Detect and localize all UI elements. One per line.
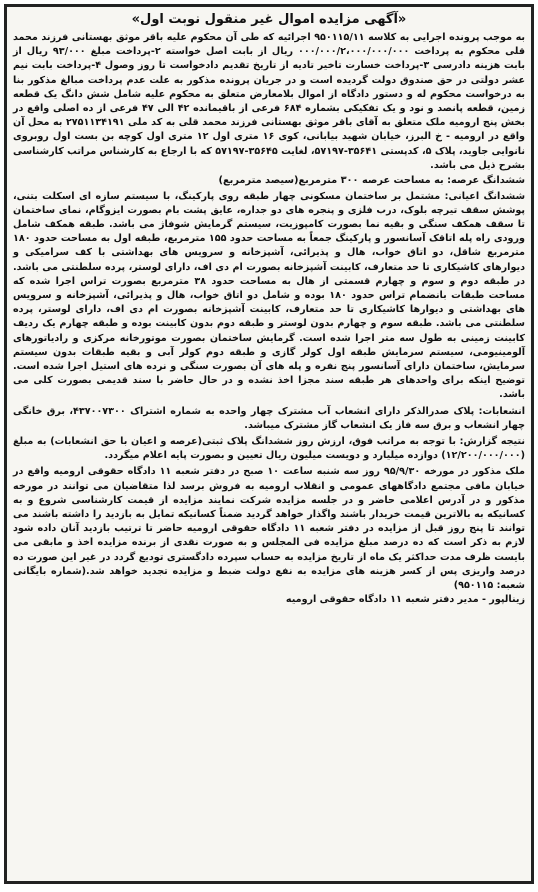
appraisal-result-paragraph: نتیجه گزارش: با توجه به مراتب فوق، ارزش روز ششدانگ پلاک ثبتی(عرصه و اعیان با حق انشعابات) به مبلغ (۱۲/۲۰۰/۰۰۰/۰۰۰) دوازده میلیارد و دویست میلیون ریال تعیین و بصورت پایه اعلام میگردد. bbox=[13, 435, 525, 462]
land-area-line: ششدانگ عرصه: به مساحت عرصه ۳۰۰ مترمربع(سیصد مترمربع) bbox=[218, 175, 525, 187]
signature-text: زینالپور - مدیر دفتر شعبه ۱۱ دادگاه حقوقی ارومیه bbox=[285, 594, 525, 606]
notice-title: «آگهی مزایده اموال غیر منقول نوبت اول» bbox=[131, 12, 407, 27]
building-description-paragraph: ششدانگ اعیانی: مشتمل بر ساختمان مسکونی چهار طبقه روی پارکینگ، با سیستم سازه ای اسکلت بتنی، پوشش سقف تیرچه بلوک، درب فلزی و پنجره های دو جداره، عایق پشت بام بصورت ایزوگام، نمای ساختمان تا سقف همکف سنگی و بقیه نما بصورت کامپوزیت، سیستم گرمایش شوفاژ می باشد. طبقه همکف شامل ورودی راه پله اتاقک آسانسور و پارکینگ جمعاً به مساحت حدود ۱۵۵ مترمربع، طبقه اول به مساحت حدود ۱۸۰ مترمربع شاقل، دو اتاق خواب، هال و پذیرائی، آشپزخانه و سرویس های بهداشتی با کف سرامیکی و دیوارهای کاشیکاری تا حد متعارف، کابینت آشپزخانه بصورت ام دی اف، دارای لوستر، پرده سلطنتی می باشد. در طبقه دوم و سوم و چهارم قسمتی از هال به مساحت حدود ۳۸ مترمربع بصورت تراس اجرا شده که مساحت طبقات بانضمام تراس حدود ۱۸۰ بوده و شامل دو اتاق خواب، هال و پذیرائی، آشپزخانه و سرویس های بهداشتی و دیوارها کاشیکاری تا حد متعارف، کابینت آشپزخانه بصورت ام دی اف، دارای لوستر، پرده سلطنتی می باشد. طبقه سوم و چهارم بدون لوستر و طبقه دوم بدون کابینت بوده و طبقه چهارم یک ردیف کابینت زمینی به طول سه متر اجرا شده است. گرمایش ساختمان بصورت موتورخانه مرکزی و رادیاتورهای آلومینیومی، سیستم سرمایش طبقه اول کولر گازی و طبقه دوم کولر آبی و بقیه طبقات بدون سیستم سرمایش، ساختمان دارای آسانسور پنج نفره و پله های آن بصورت سنگی و نرده های استیل اجرا شده است. توضیح اینکه برای واحدهای هر طبقه سند مجزا اخذ نشده و در حال حاضر با سند قدیمی بصورت کلی می باشد. bbox=[13, 190, 525, 401]
utilities-paragraph: انشعابات: پلاک صدرالذکر دارای انشعاب آب مشترک چهار واحده به شماره اشتراک ۴۳۷۰۰۷۳۰۰، برق خانگی چهار انشعاب و برق سه فاز یک انشعاب گاز مشترک میباشد. bbox=[13, 405, 525, 431]
signature-line bbox=[13, 593, 525, 607]
notice-intro-paragraph: به موجب پرونده اجرایی به کلاسه ۹۵۰۱۱۵/۱۱ اجرائیه که طی آن محکوم علیه باقر موثق بهستانی فرزند محمد قلی محکوم به پرداخت ۰۰۰/۰۰۰/۲،۰۰۰/۰۰۰/۰۰۰ ریال از بابت اصل خواسته ۲-پرداخت مبلغ ۹۳/۰۰۰ ریال از بابت هزینه دادرسی ۳-پرداخت خسارت تاخیر تادیه از تاریخ تقدیم دادخواست تا روز وصول ۴-پرداخت بابت نیم عشر دولتی در حق صندوق دولت گردیده است و در جریان پرونده مذکور به علت عدم پرداخت مبالغ مذکور بنا به درخواست محکوم له و دستور دادگاه از اموال بلامعارض متعلق به محکوم علیه شامل شش دانگ یک قطعه زمین، قطعه پانصد و نود و یک تفکیکی بشماره ۶۸۴ فرعی از باقیمانده ۴۲ الی ۴۷ فرعی از ده اصلی واقع در بخش پنج ارومیه ملک متعلق به آقای باقر موثق بهستانی فرزند محمد قلی به کد ملی ۲۷۵۱۱۳۴۱۹۱ به محل آن واقع در ارومیه - خ البرز، خیابان شهید بیابانی، کوی ۱۶ متری اول ۱۲ متری اول کوچه بن بست اول روبروی نانوایی جاوید، پلاک ۵، کدپستی ۳۵۶۴۱-۵۷۱۹۷، لغایت ۳۵۶۴۵-۵۷۱۹۷ که با ارجاع به کارشناس مراتب کارشناسی بشرح ذیل می باشد. bbox=[13, 32, 526, 171]
auction-notice bbox=[4, 4, 534, 884]
auction-terms-paragraph: ملک مذکور در مورخه ۹۵/۹/۳۰ روز سه شنبه ساعت ۱۰ صبح در دفتر شعبه ۱۱ دادگاه حقوقی ارومیه واقع در خیابان مافی مجتمع دادگاههای عمومی و انقلاب ارومیه به فروش برسد لذا متقاضیان می توانند در مورخه مذکور و در آدرس اعلامی حاضر و در جلسه مزایده شرکت نمایند مزایده از قیمت کارشناسی شروع و به کسانیکه به بالاترین قیمت خریدار باشند واگذار خواهد گردید ضمناً کسانیکه تمایل به بازدید را داشته باشند می توانند تا پنج روز قبل از مزایده در دفتر شعبه ۱۱ دادگاه حقوقی ارومیه حاضر تا ترتیب بازدید آنان داده شود لازم به ذکر است که ده درصد مبلغ مزایده فی المجلس و به صورت نقدی از برنده مزایده اخذ و مابقی می بایست ظرف مدت حداکثر یک ماه از تاریخ مزایده به حساب سپرده دادگستری تودیع گردد در غیر این صورت ده درصد واریزی پس از کسر هزینه های مزایده به نفع دولت ضبط و مزایده تجدید خواهد شد.(شماره بایگانی شعبه: ۹۵۰۱۱۵) bbox=[13, 466, 525, 592]
